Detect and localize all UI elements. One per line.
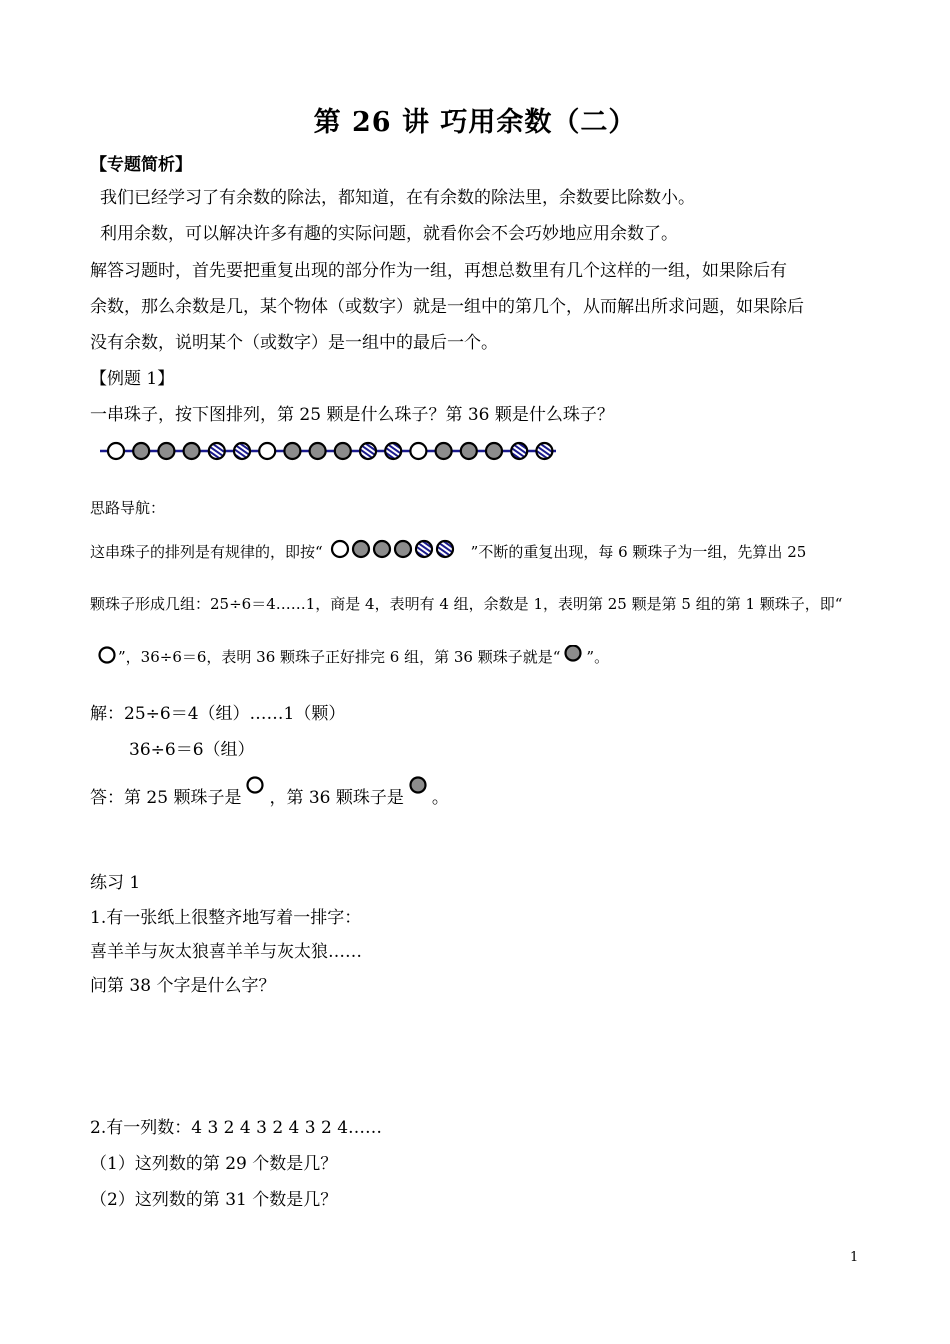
intro-paragraph-3-line-2: 余数，那么余数是几，某个物体（或数字）就是一组中的第几个，从而解出所求问题，如果除后 xyxy=(90,297,804,317)
intro-paragraph-1: 我们已经学习了有余数的除法，都知道，在有余数的除法里，余数要比除数小。 xyxy=(100,188,695,208)
practice-1-question-1-line-3: 问第 38 个字是什么字？ xyxy=(90,976,276,996)
white-bead-icon xyxy=(243,776,267,800)
gray-bead xyxy=(284,443,300,459)
intro-paragraph-3-line-1: 解答习题时，首先要把重复出现的部分作为一组，再想总数里有几个这样的一组，如果除后有 xyxy=(90,261,787,281)
practice-1-heading: 练习 1 xyxy=(90,873,141,893)
guide-line-1-text-a: 这串珠子的排列是有规律的，即按“ xyxy=(90,542,323,561)
gray-bead xyxy=(184,443,200,459)
striped-bead xyxy=(536,443,552,459)
gray-bead xyxy=(486,443,502,459)
guide-line-1 xyxy=(90,539,806,563)
answer-text-b: ，第 36 颗珠子是 xyxy=(269,788,404,808)
guide-line-3 xyxy=(96,645,609,667)
guide-label: 思路导航： xyxy=(90,499,166,517)
gray-bead xyxy=(436,443,452,459)
practice-1-question-2: 2.有一列数：4 3 2 4 3 2 4 3 2 4…… xyxy=(90,1118,383,1138)
intro-heading: 【专题简析】 xyxy=(90,155,192,175)
practice-1-question-1-line-2: 喜羊羊与灰太狼喜羊羊与灰太狼…… xyxy=(90,942,362,962)
gray-bead xyxy=(395,541,411,557)
guide-line-2: 颗珠子形成几组：25÷6＝4……1，商是 4，表明有 4 组，余数是 1，表明第 25 颗是第 5 组的第 1 颗珠子，即“ xyxy=(90,595,843,613)
intro-paragraph-3-line-3: 没有余数，说明某个（或数字）是一组中的最后一个。 xyxy=(90,333,498,353)
white-bead xyxy=(332,541,348,557)
gray-bead xyxy=(353,541,369,557)
practice-1-question-1-line-1: 1.有一张纸上很整齐地写着一排字： xyxy=(90,908,362,928)
bead-string-figure xyxy=(98,438,563,464)
intro-paragraph-2: 利用余数，可以解决许多有趣的实际问题，就看你会不会巧妙地应用余数了。 xyxy=(100,224,678,244)
gray-bead xyxy=(374,541,390,557)
answer-text-c: 。 xyxy=(431,788,449,808)
striped-bead xyxy=(360,443,376,459)
striped-bead xyxy=(385,443,401,459)
gray-bead xyxy=(310,443,326,459)
gray-bead xyxy=(335,443,351,459)
striped-bead xyxy=(416,541,432,557)
page-number: 1 xyxy=(850,1250,859,1265)
gray-bead xyxy=(158,443,174,459)
guide-line-3-text-b: ”。 xyxy=(586,647,610,666)
white-bead-icon xyxy=(96,645,118,667)
page-title: 第 26 讲 巧用余数（二） xyxy=(313,107,637,138)
white-bead xyxy=(108,443,124,459)
example-1-question: 一串珠子，按下图排列，第 25 颗是什么珠子？第 36 颗是什么珠子？ xyxy=(90,405,614,425)
example-1-heading: 【例题 1】 xyxy=(90,369,175,389)
gray-bead xyxy=(461,443,477,459)
bead-group-pattern xyxy=(327,539,467,563)
gray-bead-icon xyxy=(406,776,430,800)
gray-bead xyxy=(133,443,149,459)
practice-1-question-2-sub-2: （2）这列数的第 31 个数是几？ xyxy=(90,1190,338,1210)
striped-bead xyxy=(209,443,225,459)
striped-bead xyxy=(437,541,453,557)
answer-line xyxy=(90,776,449,808)
solution-line-2: 36÷6＝6（组） xyxy=(129,740,255,760)
answer-text-a: 答：第 25 颗珠子是 xyxy=(90,788,242,808)
white-bead xyxy=(410,443,426,459)
practice-1-question-2-sub-1: （1）这列数的第 29 个数是几？ xyxy=(90,1154,338,1174)
solution-line-1: 解：25÷6＝4（组）……1（颗） xyxy=(90,704,346,724)
striped-bead xyxy=(511,443,527,459)
white-bead xyxy=(259,443,275,459)
guide-line-1-text-b: ”不断的重复出现，每 6 颗珠子为一组，先算出 25 xyxy=(470,542,807,561)
guide-line-3-text-a: ”，36÷6＝6，表明 36 颗珠子正好排完 6 组，第 36 颗珠子就是“ xyxy=(118,647,561,666)
gray-bead-icon xyxy=(560,645,586,667)
striped-bead xyxy=(234,443,250,459)
